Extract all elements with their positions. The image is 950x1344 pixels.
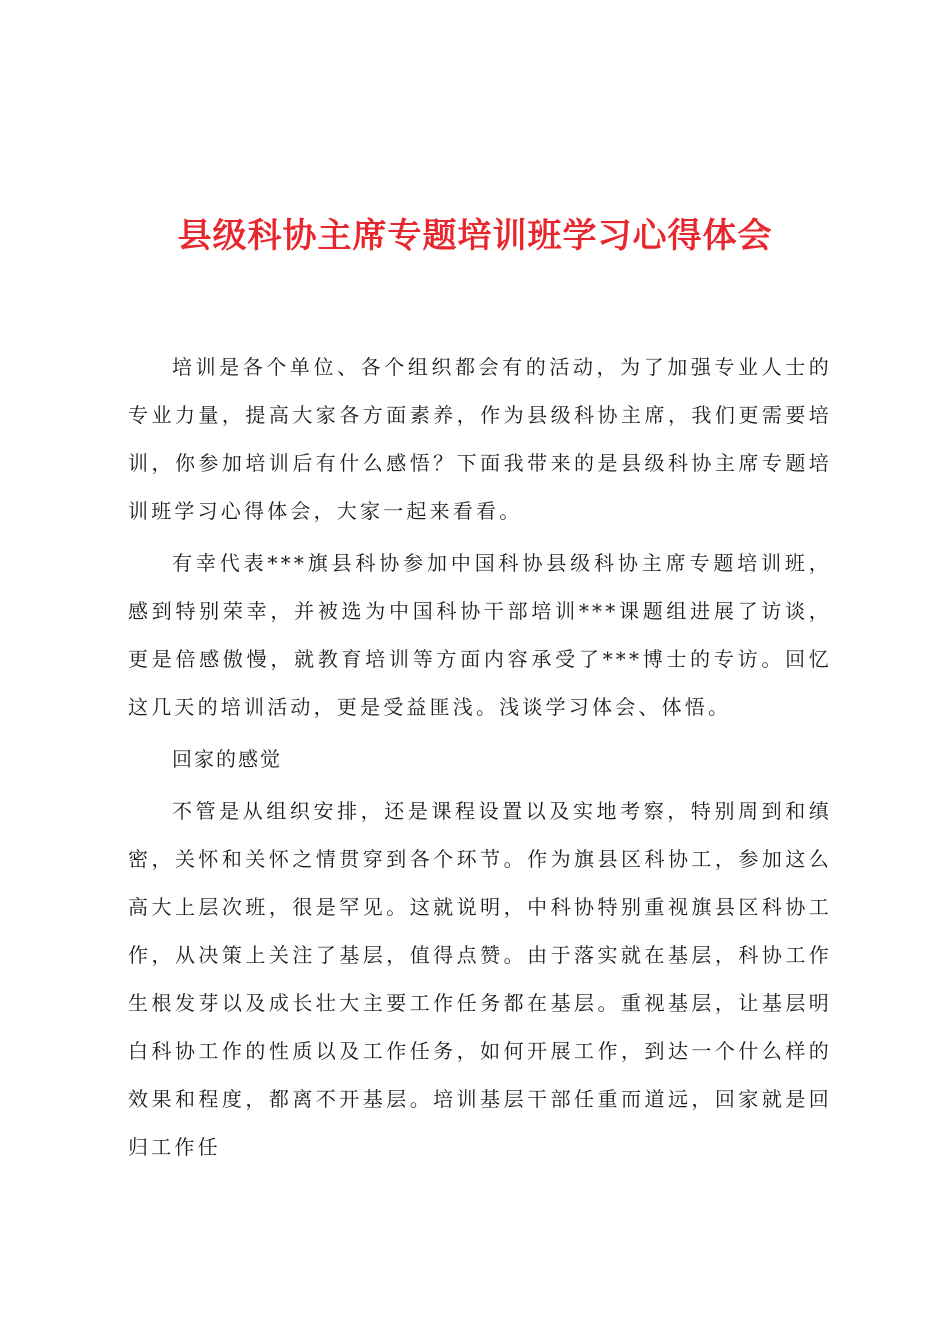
- document-body: [128, 343, 832, 1171]
- document-title: 县级科协主席专题培训班学习心得体会: [177, 216, 773, 256]
- section-heading: 回家的感觉: [172, 747, 282, 771]
- paragraph-home-feeling: 不管是从组织安排，还是课程设置以及实地考察，特别周到和缜密，关怀和关怀之情贯穿到各个环节。作为旗县区科协工，参加这么高大上层次班，很是罕见。这就说明，中科协特别重视旗县区科协工作，从决策上关注了基层，值得点赞。由于落实就在基层，科协工作生根发芽以及成长壮大主要工作任务都在基层。重视基层，让基层明白科协工作的性质以及工作任务，如何开展工作，到达一个什么样的效果和程度，都离不开基层。培训基层干部任重而道远，回家就是回归工作任: [128, 799, 832, 1159]
- paragraph-intro: 培训是各个单位、各个组织都会有的活动，为了加强专业人士的专业力量，提高大家各方面素养，作为县级科协主席，我们更需要培训，你参加培训后有什么感悟？下面我带来的是县级科协主席专题培训班学习心得体会，大家一起来看看。: [128, 355, 832, 523]
- paragraph-training: 有幸代表***旗县科协参加中国科协县级科协主席专题培训班，感到特别荣幸，并被选为中国科协干部培训***课题组进展了访谈，更是倍感傲慢，就教育培训等方面内容承受了***博士的专访。回忆这几天的培训活动，更是受益匪浅。浅谈学习体会、体悟。: [128, 551, 832, 719]
